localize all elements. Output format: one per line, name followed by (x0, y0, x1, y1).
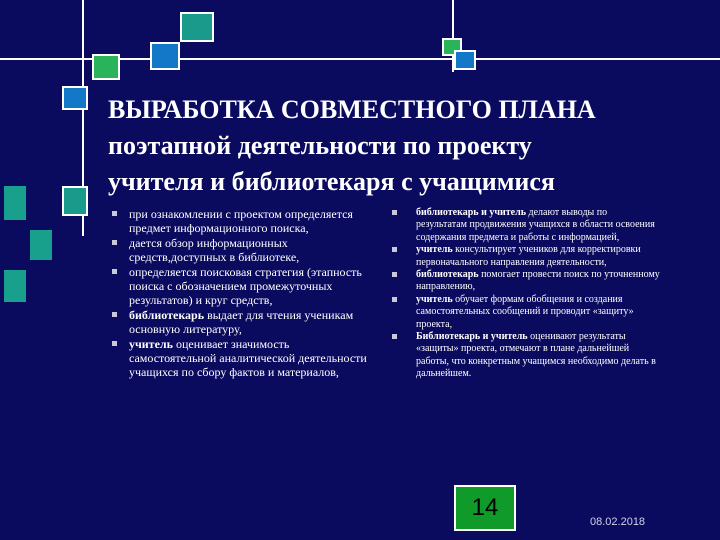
left-list-item (112, 337, 374, 380)
left-list-item (112, 236, 374, 265)
decor-square (62, 86, 88, 110)
item-text: делают выводы по результатам продвижения учащихся в области освоения содержания предмета и работы с информацией, (416, 207, 655, 243)
item-text: оценивает значимость самостоятельной аналитической деятельности учащихся по сбору фактов и материалов, (129, 336, 367, 380)
title-line-2: поэтапной деятельности по проекту (108, 131, 532, 160)
bullet-icon (112, 341, 117, 346)
bullet-icon (112, 312, 117, 317)
item-text: определяется поисковая стратегия (этапность поиска с обозначением промежуточных результатов) и круг средств, (129, 264, 362, 308)
right-list-item (392, 207, 660, 244)
bullet-icon (112, 211, 117, 216)
item-text: обучает формам обобщения и создания самостоятельных сообщений и проводит «защиту» проекта, (416, 293, 634, 330)
decor-square (92, 54, 120, 80)
title-line-3: учителя и библиотекаря с учащимися (108, 167, 556, 196)
title-line-1: ВЫРАБОТКА СОВМЕСТНОГО ПЛАНА (108, 95, 596, 124)
item-bold-text: учитель (416, 293, 453, 305)
item-bold-text: библиотекарь (416, 269, 479, 281)
left-list-item (112, 207, 374, 236)
item-text: оценивают результаты «защиты» проекта, отмечают в плане дальнейшей работы, что конкретным учащимся необходимо делать в дальнейшем. (416, 331, 656, 380)
item-text: при ознакомлении с проектом определяется предмет информационного поиска, (129, 207, 353, 236)
bullet-icon (392, 334, 397, 339)
page-number-box: 14 (454, 485, 516, 531)
left-list-item (112, 308, 374, 337)
item-bold-text: учитель (416, 244, 453, 256)
right-list-item (392, 294, 660, 331)
slide-date: 08.02.2018 (590, 516, 646, 528)
right-bullet-column (392, 207, 660, 381)
decor-square (30, 230, 52, 260)
bullet-icon (392, 210, 397, 215)
bullet-icon (392, 247, 397, 252)
right-list-item (392, 244, 660, 269)
decor-square (62, 186, 88, 216)
item-text: выдает для чтения ученикам основную литературу, (129, 307, 354, 337)
decor-square (454, 50, 476, 70)
left-list-item (112, 265, 374, 308)
decor-square (180, 12, 214, 42)
slide-title (108, 92, 668, 200)
bullet-icon (112, 240, 117, 245)
right-list-item (392, 331, 660, 381)
bullet-icon (392, 297, 397, 302)
decor-square (4, 270, 26, 302)
item-bold-text: учитель (129, 336, 173, 351)
item-bold-text: Библиотекарь и учитель (416, 331, 528, 343)
item-text: помогает провести поиск по уточненному направлению, (416, 269, 660, 293)
bullet-icon (392, 272, 397, 277)
bullet-icon (112, 269, 117, 274)
decor-square (4, 186, 26, 220)
item-bold-text: библиотекарь (129, 307, 205, 322)
right-list-item (392, 269, 660, 294)
left-bullet-column (112, 207, 374, 380)
item-bold-text: библиотекарь и учитель (416, 207, 526, 218)
item-text: дается обзор информационных средств,доступных в библиотеке, (129, 235, 300, 265)
item-text: консультирует учеников для корректировки первоначального направления деятельности, (416, 244, 641, 268)
decor-square (150, 42, 180, 70)
